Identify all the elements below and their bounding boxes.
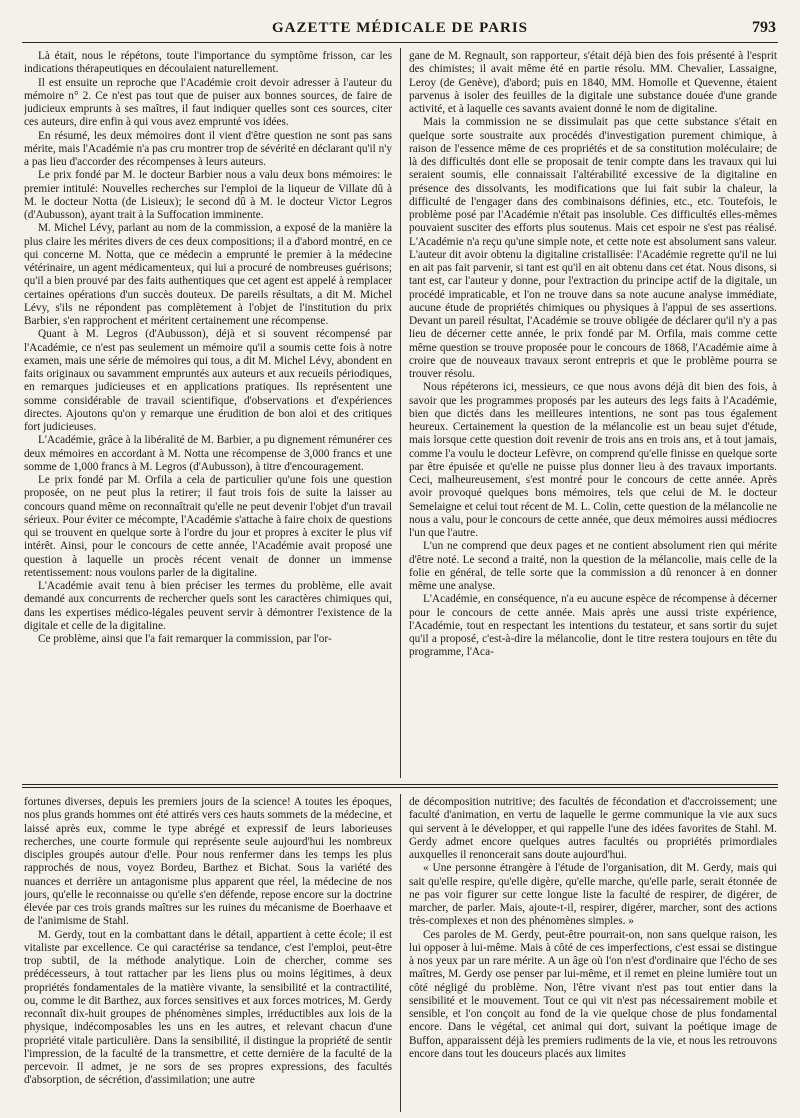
paragraph: Il est ensuite un reproche que l'Académie croit devoir adresser à l'auteur du mémoire n° 2. Ce n'est pas tout que de puiser aux bonnes sources, de faire de judicieux emprunts à ses maîtres, il faut indiquer quelles sont ces sources, citer ces auteurs, dire enfin à qui vous avez emprunté vos idées. [24, 76, 392, 129]
paragraph: Le prix fondé par M. le docteur Barbier nous a valu deux bons mémoires: le premier intitulé: Nouvelles recherches sur l'emploi de la liqueur de Villate dû à M. le docteur Notta (de Lisieux); le second dû à M. le docteur Victor Legros (d'Aubusson), ayant trait à la Suffocation imminente. [24, 169, 392, 221]
journal-title: GAZETTE MÉDICALE DE PARIS [271, 20, 528, 36]
paragraph: Nous répéterons ici, messieurs, ce que nous avons déjà dit bien des fois, à savoir que les programmes proposés par les auteurs des legs faits à l'Académie, bien que dictés dans les meilleures intentions, ne sont pas tous également heureux. Certainement la question de la mélancolie est un beau sujet d'étude, mais lorsque cette question doit revenir de trois ans en trois ans, et à tout jamais, comme l'a voulu le docteur Lefèvre, on comprend qu'elle finisse en quelque sorte par être épuisée et qu'elle ne puisse plus donner lieu à des travaux importants. Ceci, malheureusement, s'est montré pour le concours de cette année. Après avoir provoqué quelques bons mémoires, tels que celui de M. le docteur Semelaigne et celui tout récent de M. L. Colin, cette question de la mélancolie ne nous a valu, pour le concours de cette année, que deux mémoires aussi médiocres l'un que l'autre. [409, 381, 777, 539]
paragraph: L'Académie, en conséquence, n'a eu aucune espèce de récompense à décerner pour le concours de cette année. Mais après une aussi triste expérience, l'Académie, tout en respectant les intentions du testateur, et sans sortir du sujet qu'il a proposé, c'est-à-dire la mélancolie, dont le titre restera toujours en tête du programme, l'Aca- [409, 593, 777, 659]
page-header [22, 18, 778, 43]
paragraph: Le prix fondé par M. Orfila a cela de particulier qu'une fois une question proposée, on ne peut plus la retirer; il faut trois fois de suite la laisser au concours quand même on reconnaîtrait qu'elle ne peut devenir l'objet d'un travail sérieux. Pour éviter ce mécompte, l'Académie s'attache à faire choix de questions qui se trouvent en quelque sorte à l'ordre du jour et propres à exciter le plus vif intérêt. Ainsi, pour le concours de cette année, l'Académie avait proposé une question à laquelle un procès récent venait de donner un immense retentissement: nous voulons parler de la digitaline. [24, 474, 392, 579]
section-divider [22, 784, 778, 788]
paragraph: Ce problème, ainsi que l'a fait remarquer la commission, par l'or- [38, 633, 332, 645]
paragraph: En résumé, les deux mémoires dont il vient d'être question ne sont pas sans mérite, mais l'Académie n'a pas cru montrer trop de sévérité en déclarant qu'il n'y a pas lieu d'accorder des récompenses à leurs auteurs. [24, 129, 392, 168]
paragraph: L'un ne comprend que deux pages et ne contient absolument rien qui mérite d'être noté. Le second a traité, non la question de la mélancolie, mais celle de la folie en général, de telle sorte que la commission a dû renoncer à en donner même une analyse. [409, 540, 777, 592]
column-divider-top [400, 48, 401, 778]
column-3 [24, 796, 392, 1110]
column-4 [409, 796, 777, 1110]
page-number: 793 [752, 19, 776, 36]
quotation: « Une personne étrangère à l'étude de l'organisation, dit M. Gerdy, mais qui sait qu'elle respire, qu'elle digère, qu'elle marche, qu'elle parle, serait étonnée de ne pas voir figurer sur cette longue liste la faculté de respirer, de digérer, de marcher, de parler. Mais, ajoute-t-il, respirer, digérer, marcher, sont des actions très-complexes et non des phénomènes simples. » [409, 862, 777, 928]
paragraph: M. Michel Lévy, parlant au nom de la commission, a exposé de la manière la plus claire les mérites divers de ces deux compositions; il a d'abord montré, en ce qui concerne M. Notta, que ce médecin a emprunté le premier à la médecine vétérinaire, un agent médicamenteux, qui lui a procuré de nombreuses guérisons; qu'il a bien prouvé par des faits authentiques que cet agent est appelé à remplacer certaines opérations d'un succès douteux. De pareils résultats, a dit M. Michel Lévy, s'ils ne répondent pas complètement à l'objet de l'institution du prix Barbier, s'en rapprochent et méritent certainement une récompense. [24, 222, 392, 327]
paragraph: M. Gerdy, tout en la combattant dans le détail, appartient à cette école; il est vitaliste par excellence. Ce qui caractérise sa tendance, c'est l'emploi, peut-être trop subtil, de la méthode analytique. Loin de chercher, comme ses prédécesseurs, à tout rattacher par les liens plus ou moins légitimes, à deux propriétés fondamentales de la matière vivante, la sensibilité et la contractilité, ou, comme le dit Barthez, aux forces sensitives et aux forces motrices, M. Gerdy reconnaît dix-huit groupes de phénomènes simples, irréductibles aux lois de la physique, indécomposables les uns en les autres, et relevant chacun d'une propriété vitale particulière. Dans la sensibilité, il distingue la propriété de sentir l'impression, de la faculté de la transmettre, et cette dernière de la faculté de la percevoir. Il admet, je ne sors de ses propres expressions, des facultés d'absorption, de sécrétion, d'assimilation; une autre [24, 928, 392, 1087]
paragraph: Là était, nous le répétons, toute l'importance du symptôme frisson, car les indications thérapeutiques en découlaient naturellement. [24, 50, 392, 76]
paragraph: Mais la commission ne se dissimulait pas que cette substance s'était en quelque sorte soustraite aux procédés d'investigation purement chimique, à raison de l'essence même de ces propriétés et de sa constitution moléculaire; de là des difficultés dont elle se proposait de tenir compte dans les travaux qui lui seraient soumis, elle connaissait l'altérabilité excessive de la digitaline en présence des dissolvants, les modifications que lui fait subir la chaleur, la difficulté de l'engager dans des combinaisons définies, etc., etc. Toutefois, le problème posé par l'Académie n'était pas insoluble. Ces difficultés elles-mêmes pouvaient susciter des efforts plus soutenus. Mais cet espoir ne s'est pas réalisé. L'Académie n'a reçu qu'une simple note, et cette note est absolument sans valeur. L'auteur dit avoir obtenu la digitaline cristallisée: l'Académie regrette qu'il ne lui en ait pas fait parvenir, si tant est qu'il en ait obtenu dans cet état. Nous disons, si tant est, car l'auteur y donne, pour l'extraction du principe actif de la digitale, un procédé impraticable, et l'on ne trouve dans sa note aucune analyse immédiate, aucune étude de propriétés chimiques ou physiques à l'appui de ses assertions. Devant un pareil résultat, l'Académie se trouve obligée de déclarer qu'il n'y a pas lieu de décerner cette année, le prix fondé par M. Orfila, mais comme cette même question se trouve proposée pour le concours de 1868, l'Académie aime à croire que de nouveaux travaux seront entrepris et que le problème pourra se trouver résolu. [409, 116, 777, 380]
paragraph: de décomposition nutritive; des facultés de fécondation et d'accroissement; une faculté d'animation, en vertu de laquelle le germe communique la vie aux sucs qui servent à le développer, et qui rappelle l'une des idées favorites de Stahl. M. Gerdy admet encore quelques autres facultés ou propriétés primordiales auxquelles il renoncerait sans doute aujourd'hui. [409, 796, 777, 861]
column-divider-bottom [400, 794, 401, 1112]
column-1 [24, 50, 392, 776]
column-2 [409, 50, 777, 776]
paragraph: L'Académie avait tenu à bien préciser les termes du problème, elle avait demandé aux concurrents de rechercher quels sont les caractères chimiques qui, dans les expertises médico-légales peuvent servir à démontrer l'existence de la digitale et celle de la digitaline. [24, 580, 392, 632]
paragraph: gane de M. Regnault, son rapporteur, s'était déjà bien des fois présenté à l'esprit des chimistes; il avait même été en partie résolu. MM. Chevalier, Lassaigne, Leroy (de Genève), d'abord; puis en 1840, MM. Homolle et Quevenne, étaient parvenus à isoler des feuilles de la digitale une substance douée d'une grande activité, et à laquelle ces savants avaient donné le nom de digitaline. [409, 50, 777, 115]
paragraph: L'Académie, grâce à la libéralité de M. Barbier, a pu dignement rémunérer ces deux mémoires en accordant à M. Notta une récompense de 3,000 francs et une somme de 1,000 francs à M. Legros (d'Aubusson), à titre d'encouragement. [24, 434, 392, 473]
paragraph: Ces paroles de M. Gerdy, peut-être pourrait-on, non sans quelque raison, les lui opposer à lui-même. Mais à côté de ces imperfections, c'est essai se distingue à nos yeux par un rare mérite. A un âge où l'on n'est d'ordinaire que l'écho de ses maîtres, M. Gerdy ose penser par lui-même, et il remet en pleine lumière tout un côté négligé du problème. Non, l'être vivant n'est pas tout entier dans la sensibilité et le mouvement. Tout ce qui vit n'est pas nécessairement mobile et sensible, et l'on conçoit au fond de la vie quelque chose de plus fondamental encore. Dans le végétal, cet animal qui dort, suivant la poétique image de Buffon, apparaissent déjà les premiers rudiments de la vie, et nous les retrouvons encore dans tout les douceurs placés aux limites [409, 928, 777, 1060]
paragraph: Quant à M. Legros (d'Aubusson), déjà et si souvent récompensé par l'Académie, ce n'est pas seulement un mémoire qu'il a soumis cette fois à notre examen, mais une série de mémoires qui tous, a dit M. Michel Lévy, abondent en faits originaux ou savamment empruntés aux auteurs et aux recueils périodiques, en remarques judicieuses et en applications pratiques. Ils représentent une somme considérable de travail scientifique, d'observations et d'expériences directes. Ajoutons qu'on y remarque une érudition de bon aloi et des critiques fort judicieuses. [24, 328, 392, 433]
paragraph: fortunes diverses, depuis les premiers jours de la science! A toutes les époques, nos plus grands hommes ont été attirés vers ces hauts sommets de la médecine, et laissé après eux, comme le type abrégé et expressif de leurs laborieuses recherches, une courte formule qui représente seule aujourd'hui les nombreux disciples groupés autour d'elle. Pour nous renfermer dans les temps les plus rapprochés de nous, voyez Bordeu, Barthez et Bichat. Sous la variété des nuances et derrière un antagonisme plus apparent que réel, la médecine de nos jours, qu'elle le reconnaisse ou qu'elle s'en défende, repose encore sur la doctrine élevée par ces trois grands maîtres sur les ruines du mécanisme de Boerhaave et de l'animisme de Stahl. [24, 796, 392, 928]
